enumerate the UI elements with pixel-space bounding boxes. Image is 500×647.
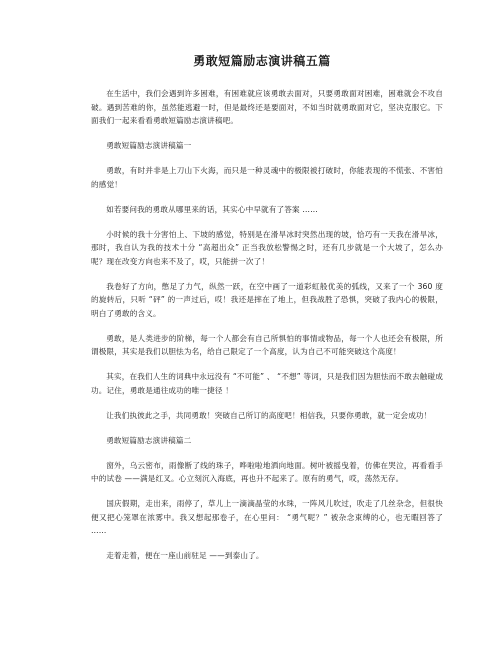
section-heading: 勇敢短篇励志演讲稿篇一 <box>106 141 192 150</box>
intro-paragraph: 在生活中，我们会遇到许多困难，有困难就应该勇敢去面对，只要勇敢面对困难，困难就会不攻自破。遇到苦难的你，虽然能逃避一时，但是最终还是要面对，不如当时就勇敢面对它，坚决克服它。下面我们一起来看看勇敢短篇励志演讲稿吧。 <box>91 89 443 125</box>
body-paragraph: 让我们执彼此之手，共同勇敢！突破自己所订的高度吧！相信我，只要你勇敢，就一定会成功！ <box>106 410 432 420</box>
body-paragraph: 小时候的我十分害怕上、下坡的感觉，特别是在滑旱冰时突然出现的坡，恰巧有一天我在滑旱冰，那时，我自认为我的技术十分 “高超出众” 正当我放松警惕之时，还有几步就是一个大坡了，怎么办呢？现在改变方向也来不及了，哎，只能拼一次了！ <box>91 229 443 266</box>
body-paragraph: 国庆假期，走出来，雨停了，草儿上一滴滴晶莹的水珠，一阵风儿吹过，吹走了几丝杂念，但很快便又把心笼罩在浓雾中。我又想起那卷子，在心里问： “勇气呢？” 被杂念束缚的心，也无暇回答了 …… <box>91 499 443 535</box>
body-paragraph: 窗外，乌云密布，雨像断了线的珠子，哗啦啦地洒向地面。树叶被摇曳着，仿佛在哭泣，再看看手中的试卷 ——满是红叉。心立刻沉入海底，再也升不起来了。原有的勇气，哎，荡然无存。 <box>91 460 443 483</box>
body-paragraph: 走着走着，便在一座山前驻足 ——到泰山了。 <box>106 551 264 560</box>
section-heading: 勇敢短篇励志演讲稿篇二 <box>106 435 192 445</box>
body-paragraph: 如若要问我的勇敢从哪里来的话，其实心中早就有了答案 …… <box>106 204 318 214</box>
body-paragraph: 其实，在我们人生的词典中永远没有 “不可能” 、 “不想” 等词，只是我们因为胆怯而不敢去触碰成功。记住，勇敢是通往成功的唯一捷径 ！ <box>91 372 443 395</box>
body-paragraph: 勇敢，有时并非是上刀山下火海，而只是一种灵魂中的极限被打破时，你能表现的不慌张、不害怕的感觉！ <box>91 166 443 189</box>
document-title: 勇敢短篇励志演讲稿五篇 <box>193 54 331 68</box>
body-paragraph: 勇敢，是人类进步的阶梯，每一个人都会有自己所惧怕的事情或物品，每一个人也还会有极限，所谓极限，其实是我们以胆怯为名，给自己限定了一个高度，认为自己不可能突破这个高度！ <box>91 333 443 356</box>
body-paragraph: 我卷好了方向，憋足了力气，纵然一跃，在空中画了一道彩虹般优美的弧线，又来了一个 360 度的旋转后，只听 “砰” 的一声过后，哎！我还是摔在了地上，但我战胜了恐惧，突破了我内心的极限，明白了勇敢的含义。 <box>91 281 443 318</box>
